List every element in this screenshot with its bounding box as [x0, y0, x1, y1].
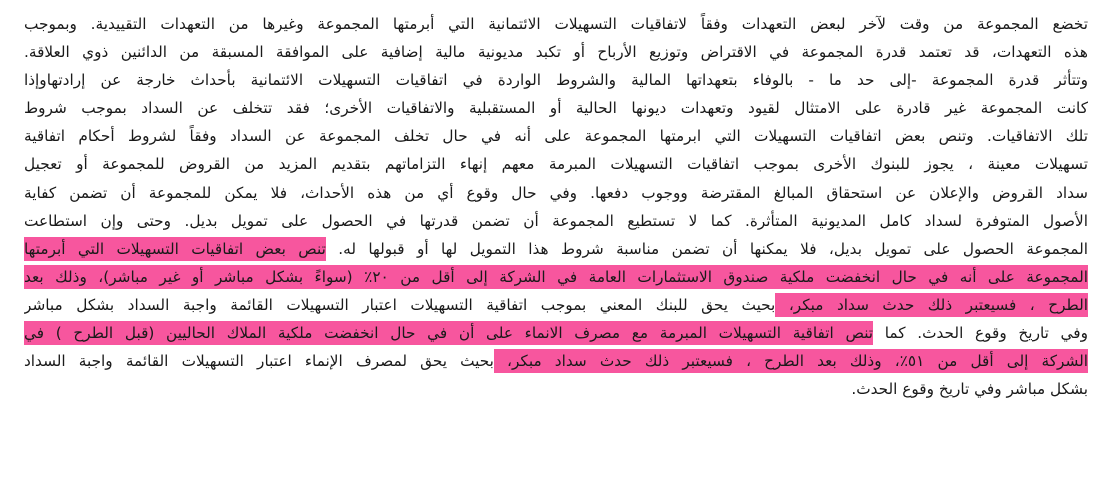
text-line — [24, 207, 1088, 235]
body-text: سداد القروض والإعلان عن استحقاق المبالغ المقترضة ووجوب دفعها. وفي حال وقوع أي من هذه الأحداث، فلا يمكن للمجموعة أن تضمن كفاية — [24, 183, 1088, 202]
highlighted-text: تنص بعض اتفاقيات التسهيلات التي أبرمتها — [24, 237, 326, 261]
body-text: وفي تاريخ وقوع الحدث. كما — [873, 324, 1088, 343]
text-line — [24, 38, 1088, 66]
highlighted-text: الطرح ، فسيعتبر ذلك حدث سداد مبكر، — [775, 293, 1088, 317]
text-line — [24, 347, 1088, 375]
body-text: الأصول المتوفرة لسداد كامل المديونية المتأثرة. كما لا تستطيع المجموعة أن تضمن قدرتها في الحصول على تمويل بديل. وحتى وإن استطاعت — [24, 211, 1088, 230]
body-text: هذه التعهدات، قد تعتمد قدرة المجموعة في الاقتراض وتوزيع الأرباح أو تكبد مديونية مالية إضافية على الموافقة المسبقة من الدائنين ذوي العلاقة. — [24, 43, 1088, 62]
body-text: كانت المجموعة غير قادرة على الامتثال لقيود وتعهدات ديونها الحالية أو المستقبلية والاتفاقيات الأخرى؛ فقد تتخلف عن السداد بموجب شروط — [24, 99, 1088, 118]
body-text: بحيث يحق للبنك المعني بموجب اتفاقية التسهيلات اعتبار التسهيلات القائمة واجبة السداد بشكل مباشر — [24, 295, 776, 314]
text-line — [24, 179, 1088, 207]
text-line — [24, 235, 1088, 263]
text-line — [24, 66, 1088, 94]
text-line — [24, 375, 1088, 403]
text-line — [24, 122, 1088, 150]
text-line — [24, 94, 1088, 122]
body-text: تسهيلات معينة ، يجوز للبنوك الأخرى بموجب اتفاقيات التسهيلات المبرمة معهم إنهاء التزاماتهم بتقديم المزيد من القروض للمجموعة أو تعجيل — [24, 155, 1088, 174]
body-text: بحيث يحق لمصرف الإنماء اعتبار التسهيلات القائمة واجبة السداد — [24, 352, 494, 371]
body-text: المجموعة الحصول على تمويل بديل، فلا يمكنها أن تضمن مناسبة شروط هذا التمويل لها أو قبولها له. — [325, 239, 1088, 258]
highlighted-text: المجموعة على أنه في حال انخفضت ملكية صندوق الاستثمارات العامة في الشركة إلى أقل من ٢٠٪ (سواءً بشكل مباشر أو غير مباشر)، وذلك بعد — [24, 265, 1088, 289]
text-line — [24, 263, 1088, 291]
body-text: تلك الاتفاقيات. وتنص بعض اتفاقيات التسهيلات التي ابرمتها المجموعة على أنه في حال تخلف المجموعة عن السداد وفقاً لشروط أحكام اتفاقية — [24, 127, 1088, 146]
highlighted-text: الشركة إلى أقل من ٥١٪، وذلك بعد الطرح ، فسيعتبر ذلك حدث سداد مبكر، — [494, 349, 1088, 373]
body-text: تخضع المجموعة من وقت لآخر لبعض التعهدات وفقاً لاتفاقيات التسهيلات الائتمانية التي أبرمتها المجموعة وغيرها من التعهدات التقييدية. وبموجب — [24, 15, 1088, 33]
paragraph-text — [24, 10, 1088, 403]
text-line — [24, 291, 1088, 319]
text-line — [24, 319, 1088, 347]
body-text: بشكل مباشر وفي تاريخ وقوع الحدث. — [851, 380, 1088, 399]
text-line — [24, 150, 1088, 178]
highlighted-text: تنص اتفاقية التسهيلات المبرمة مع مصرف الانماء على أن في حال انخفضت ملكية الملاك الحاليين (قبل الطرح ) في — [24, 321, 873, 345]
body-text: وتتأثر قدرة المجموعة -إلى حد ما - بالوفاء بتعهداتها المالية والشروط الواردة في اتفاقيات التسهيلات الائتمانية بأحداث خارجة عن إرادتهاوإذا — [24, 71, 1088, 90]
text-line — [24, 10, 1088, 38]
